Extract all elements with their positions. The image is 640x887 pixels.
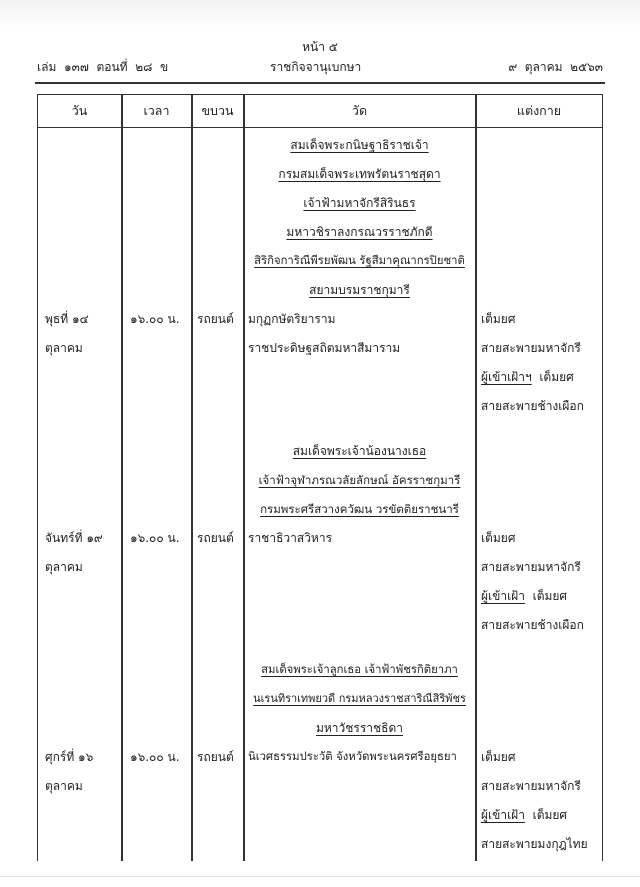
attire-attendants (481, 805, 567, 825)
month-cell: ตุลาคม (45, 341, 83, 355)
royal-title-line: เจ้าฟ้าจุฬาภรณวลัยลักษณ์ อัครราชกุมารี (258, 473, 461, 487)
attire-attendants (481, 367, 574, 387)
attendants-attire: เต็มยศ (532, 808, 568, 822)
royal-title-line: นเรนทิราเทพยวดี กรมหลวงราชสาริณีสิริพัชร (253, 692, 466, 705)
temple-name: ราชประดิษฐสถิตมหาสีมาราม (248, 341, 401, 355)
royal-title-line: มหาวัชรราชธิดา (315, 721, 404, 735)
schedule-table (37, 94, 603, 861)
col-header-procession: ขบวน (201, 103, 234, 118)
attire-line: สายสะพายช้างเผือก (481, 399, 584, 413)
month-cell: ตุลาคม (45, 560, 83, 574)
volume-issue: เล่ม ๑๓๗ ตอนที่ ๒๘ ข (37, 60, 169, 74)
time-cell: ๑๖.๐๐ น. (130, 312, 180, 326)
attire-line: สายสะพายมหาจักรี (481, 341, 581, 355)
attire-line: เต็มยศ (481, 750, 516, 764)
procession-cell: รถยนต์ (197, 531, 234, 545)
header-rule (35, 82, 605, 84)
attendants-label: ผู้เข้าเฝ้า (481, 808, 525, 822)
royal-title-line: สิริกิจการิณีพีรยพัฒน รัฐสีมาคุณากรปิยชาติ (254, 254, 465, 267)
royal-title-line: สมเด็จพระเจ้าลูกเธอ เจ้าฟ้าพัชรกิติยาภา (261, 663, 458, 676)
royal-title-line: มหาวชิราลงกรณวรราชภักดี (286, 225, 433, 239)
col-header-temple: วัด (351, 103, 368, 118)
temple-name: มกุฏกษัตริยาราม (248, 312, 336, 326)
page-bottom-edge (0, 876, 640, 877)
attendants-attire: เต็มยศ (539, 370, 574, 384)
attire-line: เต็มยศ (481, 531, 516, 545)
procession-cell: รถยนต์ (197, 750, 234, 764)
royal-title-line: กรมสมเด็จพระเทพรัตนราชสุดา (278, 167, 441, 181)
time-cell: ๑๖.๐๐ น. (130, 750, 180, 764)
time-cell: ๑๖.๐๐ น. (130, 531, 180, 545)
attire-attendants (481, 586, 567, 606)
attire-line: สายสะพายมหาจักรี (481, 560, 581, 574)
royal-title-line: เจ้าฟ้ามหาจักรีสิรินธร (303, 196, 416, 210)
day-cell: พุธที่ ๑๔ (45, 312, 89, 326)
col-divider (191, 95, 193, 861)
col-divider (121, 95, 123, 861)
page-number: หน้า ๕ (302, 40, 338, 54)
royal-title-line: สมเด็จพระกนิษฐาธิราชเจ้า (290, 138, 429, 152)
attire-line: สายสะพายช้างเผือก (481, 618, 584, 632)
attendants-label: ผู้เข้าเฝ้าฯ (481, 370, 532, 384)
col-header-day: วัน (71, 103, 88, 118)
royal-title-line: กรมพระศรีสวางควัฒน วรขัตติยราชนารี (260, 502, 459, 516)
temple-name: นิเวศธรรมประวัติ จังหวัดพระนครศรีอยุธยา (248, 750, 457, 763)
attire-line: เต็มยศ (481, 312, 516, 326)
royal-title-line: สยามบรมราชกุมารี (309, 283, 410, 297)
publication-name: ราชกิจจานุเบกษา (270, 60, 362, 74)
attire-line: สายสะพายมงกุฎไทย (481, 837, 588, 851)
col-divider (475, 95, 477, 861)
col-header-time: เวลา (143, 103, 170, 118)
attire-line: สายสะพายมหาจักรี (481, 779, 581, 793)
publication-date: ๙ ตุลาคม ๒๕๖๓ (508, 60, 603, 74)
attendants-label: ผู้เข้าเฝ้า (481, 589, 525, 603)
temple-name: ราชาธิวาสวิหาร (248, 531, 333, 545)
col-header-attire: แต่งกาย (516, 103, 562, 118)
day-cell: ศุกร์ที่ ๑๖ (45, 750, 94, 764)
table-header-row (38, 95, 602, 128)
month-cell: ตุลาคม (45, 779, 83, 793)
procession-cell: รถยนต์ (197, 312, 234, 326)
attendants-attire: เต็มยศ (532, 589, 568, 603)
day-cell: จันทร์ที่ ๑๙ (45, 531, 103, 545)
scan-top-shadow (0, 0, 640, 28)
royal-title-line: สมเด็จพระเจ้าน้องนางเธอ (292, 444, 427, 458)
